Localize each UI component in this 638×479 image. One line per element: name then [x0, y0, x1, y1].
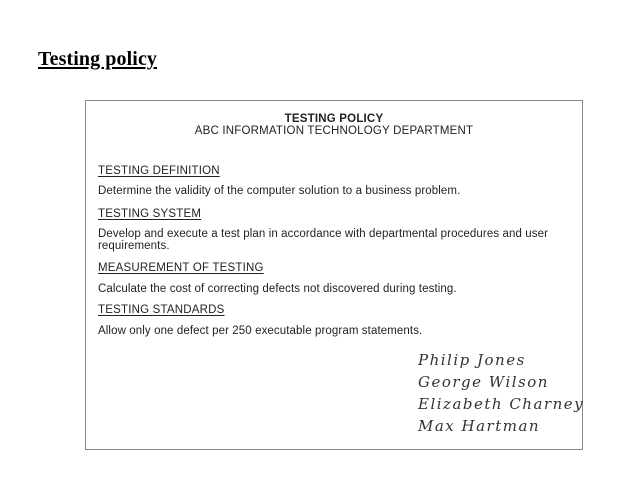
document-header	[86, 113, 582, 137]
slide-title: Testing policy	[38, 48, 158, 70]
signature-block	[418, 349, 584, 437]
signature: George Wilson	[418, 373, 549, 391]
section-heading-measurement-of-testing: MEASUREMENT OF TESTING	[98, 262, 264, 274]
section-text-testing-standards: Allow only one defect per 250 executable program statements.	[98, 325, 423, 337]
section-heading-testing-system: TESTING SYSTEM	[98, 208, 202, 220]
section-text-testing-definition: Determine the validity of the computer solution to a business problem.	[98, 185, 461, 197]
signature: Max Hartman	[418, 417, 541, 435]
section-text-measurement-of-testing: Calculate the cost of correcting defects not discovered during testing.	[98, 283, 457, 295]
section-heading-testing-definition: TESTING DEFINITION	[98, 165, 220, 177]
document-title: TESTING POLICY	[284, 113, 384, 125]
section-text-testing-system: Develop and execute a test plan in accordance with departmental procedures and user requirements.	[98, 228, 549, 252]
section-heading-testing-standards: TESTING STANDARDS	[98, 304, 225, 316]
document-subtitle: ABC INFORMATION TECHNOLOGY DEPARTMENT	[194, 125, 474, 137]
signature: Philip Jones	[418, 351, 526, 369]
testing-policy-document	[85, 100, 583, 450]
signature: Elizabeth Charney	[418, 395, 585, 413]
